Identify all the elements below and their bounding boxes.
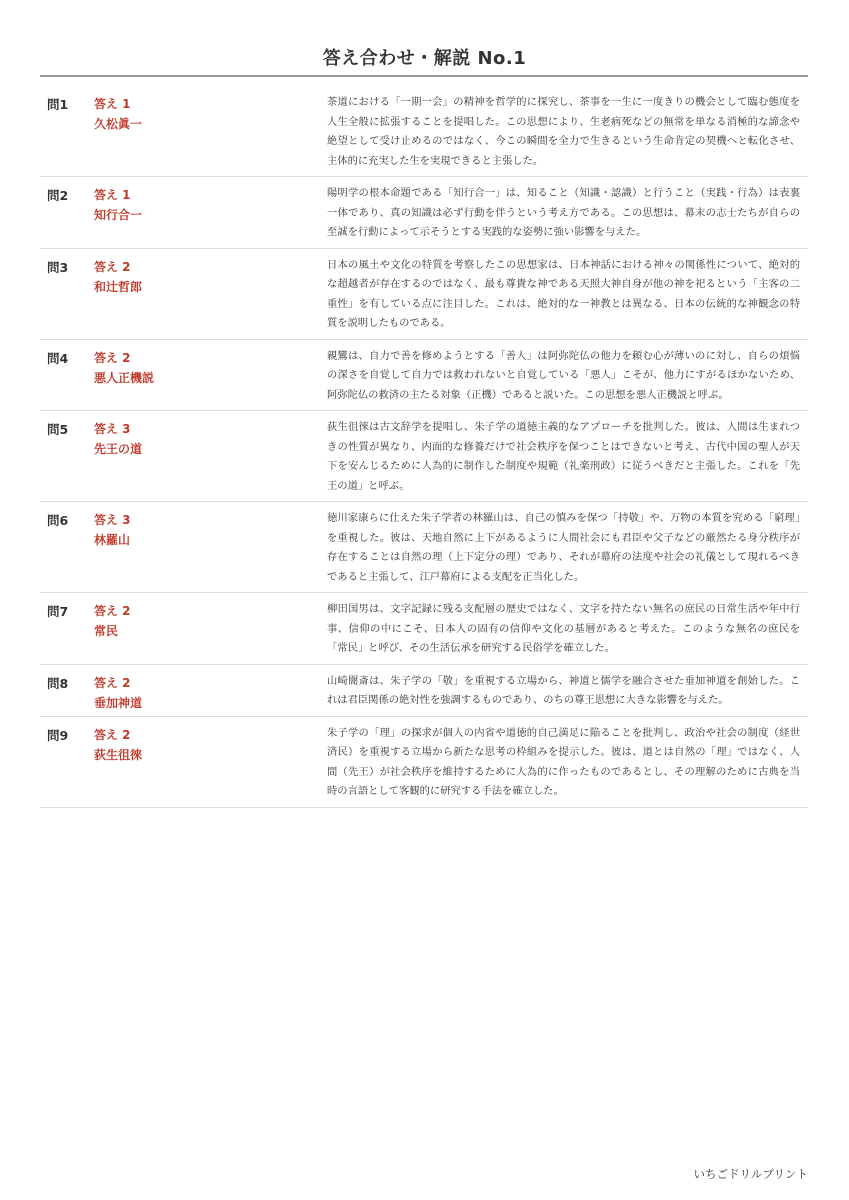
answer-row-3 [40, 249, 808, 340]
answer-choice: 答え 3 [94, 422, 131, 436]
answer-choice: 答え 1 [94, 188, 131, 202]
answer-term: 林羅山 [94, 533, 131, 547]
explanation-text: 荻生徂徠は古文辞学を提唱し、朱子学の道徳主義的なアプローチを批判した。彼は、人間は生まれつきの性質が異なり、内面的な修養だけで社会秩序を保つことはできないと考え、古代中国の聖人が天下を安んじるために人為的に制作した制度や規範（礼楽刑政）に従うべきだと主張した。これを「先王の道」と呼ぶ。 [327, 421, 800, 492]
answer-row-2 [40, 177, 808, 249]
answer-list [40, 86, 808, 808]
answer-term: 久松眞一 [94, 117, 143, 131]
explanation-text: 山崎闇斎は、朱子学の「敬」を重視する立場から、神道と儒学を融合させた垂加神道を創始した。これは君臣関係の絶対性を強調するものであり、のちの尊王思想に大きな影響を与えた。 [327, 674, 800, 706]
answer-row-1 [40, 86, 808, 177]
answer-choice: 答え 2 [94, 350, 131, 365]
explanation-text: 茶道における「一期一会」の精神を哲学的に探究し、茶事を一生に一度きりの機会として臨む態度を人生全般に拡張することを提唱した。この思想により、生老病死などの無常を単なる消極的な諦念や絶望として受け止めるのではなく、今この瞬間を全力で生きるという生命肯定の契機へと転化させ、主体的に充実した生を実現できると主張した。 [327, 96, 800, 167]
answer-choice: 答え 2 [94, 727, 131, 742]
answer-choice: 答え 3 [94, 513, 131, 527]
question-number: 問7 [47, 604, 69, 619]
answer-term: 常民 [94, 624, 119, 638]
answer-choice: 答え 1 [94, 97, 131, 111]
answer-choice: 答え 2 [94, 604, 131, 618]
explanation-text: 親鸞は、自力で善を修めようとする「善人」は阿弥陀仏の他力を頼む心が薄いのに対し、自らの煩悩の深さを自覚して自力では救われないと自覚している「悪人」こそが、他力にすがるほかないため、阿弥陀仏の救済の主たる対象（正機）であると説いた。この思想を悪人正機説と呼ぶ。 [327, 349, 800, 401]
page-title: 答え合わせ・解説 No.1 [322, 48, 527, 69]
explanation-text: 日本の風土や文化の特質を考察したこの思想家は、日本神話における神々の関係性について、絶対的な超越者が存在するのではなく、最も尊貴な神である天照大神自身が他の神を祀るという「主客の二重性」を有している点に注目した。これは、絶対的な一神教とは異なる、日本の伝統的な神観念の特質を説明したものである。 [327, 258, 800, 329]
answer-row-7 [40, 593, 808, 665]
question-number: 問8 [47, 675, 69, 691]
answer-row-4 [40, 340, 808, 412]
answer-term: 荻生徂徠 [94, 747, 143, 762]
answer-term: 垂加神道 [94, 695, 143, 710]
explanation-text: 陽明学の根本命題である「知行合一」は、知ること（知識・認識）と行うこと（実践・行為）は表裏一体であり、真の知識は必ず行動を伴うという考え方である。この思想は、幕末の志士たちが自らの至誠を行動によって示そうとする実践的な姿勢に強い影響を与えた。 [327, 187, 800, 238]
question-number: 問6 [47, 513, 69, 528]
answer-term: 和辻哲郎 [94, 279, 143, 294]
question-number: 問9 [47, 727, 69, 743]
title-divider [40, 75, 808, 77]
question-number: 問3 [47, 259, 69, 275]
question-number: 問2 [47, 188, 69, 203]
question-number: 問4 [47, 350, 69, 366]
answer-row-6 [40, 502, 808, 593]
answer-row-9 [40, 717, 808, 808]
answer-row-5 [40, 411, 808, 502]
answer-term: 知行合一 [94, 208, 143, 222]
answer-term: 悪人正機説 [94, 370, 155, 385]
explanation-text: 朱子学の「理」の探求が個人の内省や道徳的自己満足に陥ることを批判し、政治や社会の制度（経世済民）を重視する立場から新たな思考の枠組みを提示した。彼は、道とは自然の「理」ではなく、人間（先王）が社会秩序を維持するために人為的に作ったものであるとし、その理解のために古典を当時の言語として客観的に研究する手法を確立した。 [327, 726, 800, 797]
answer-choice: 答え 2 [94, 259, 131, 274]
question-number: 問5 [47, 422, 69, 437]
question-number: 問1 [47, 97, 69, 112]
footer-brand: いちごドリルプリント [693, 1167, 808, 1181]
explanation-text: 柳田国男は、文字記録に残る支配層の歴史ではなく、文字を持たない無名の庶民の日常生活や年中行事、信仰の中にこそ、日本人の固有の信仰や文化の基層があると考えた。このような無名の庶民を「常民」と呼び、その生活伝承を研究する民俗学を確立した。 [327, 603, 800, 654]
answer-row-8 [40, 665, 808, 717]
answer-term: 先王の道 [94, 442, 143, 456]
explanation-text: 徳川家康らに仕えた朱子学者の林羅山は、自己の慎みを保つ「持敬」や、万物の本質を究める「窮理」を重視した。彼は、天地自然に上下があるように人間社会にも君臣や父子などの厳然たる身分秩序が存在することは自然の理（上下定分の理）であり、それが幕府の法度や社会の礼儀として現れるべきであると主張して、江戸幕府による支配を正当化した。 [327, 512, 800, 583]
answer-choice: 答え 2 [94, 675, 131, 690]
